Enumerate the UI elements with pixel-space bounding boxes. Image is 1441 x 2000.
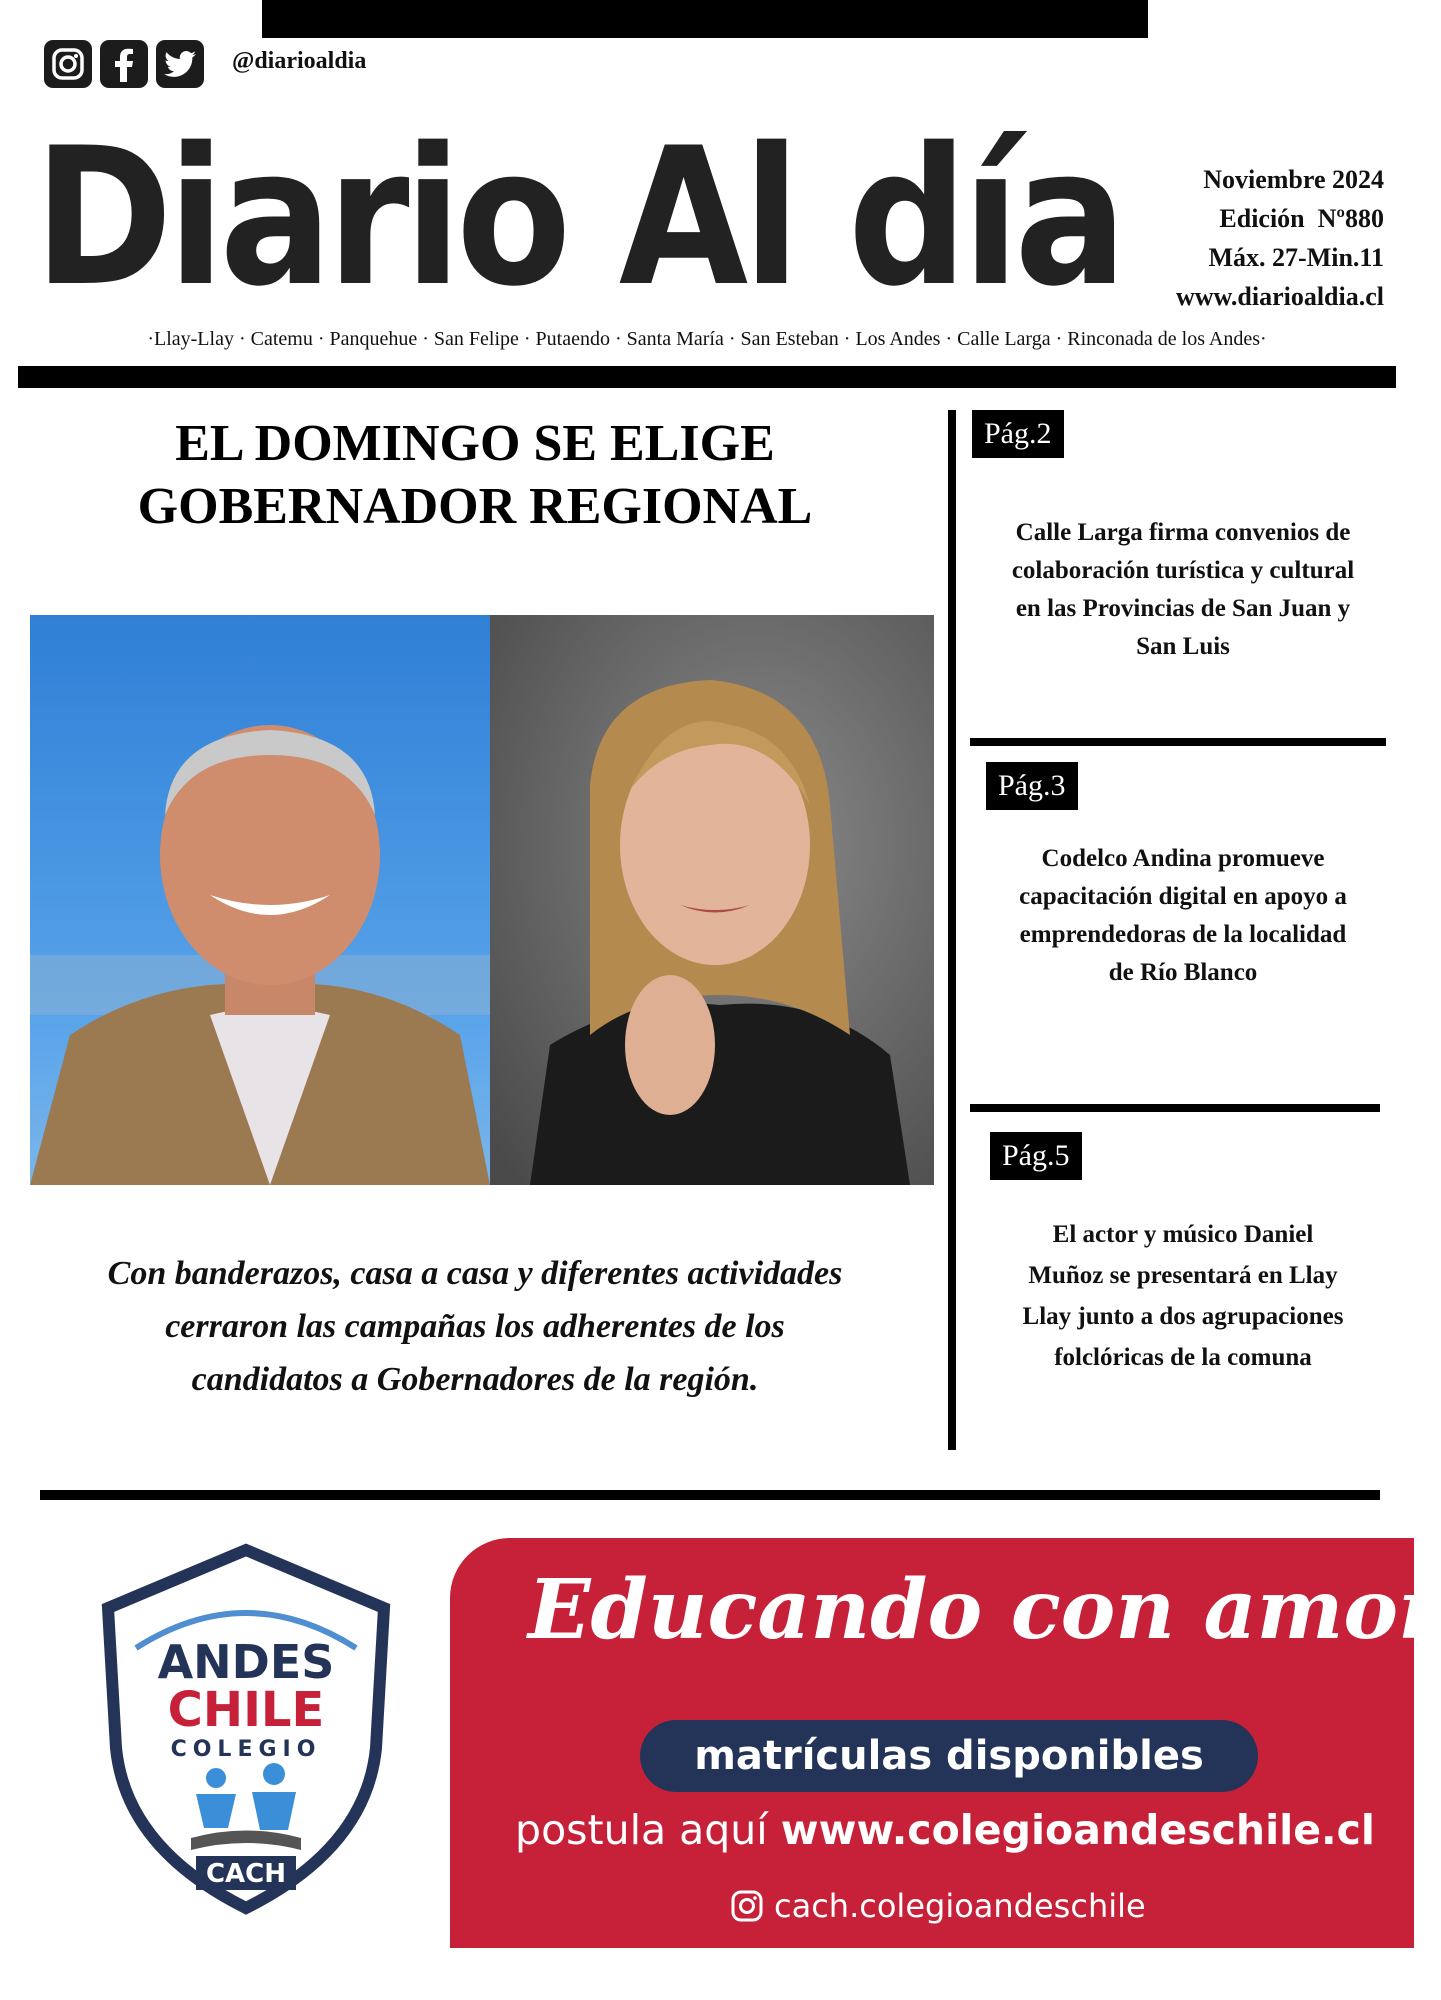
story-line: en las Provincias de San Juan y: [1015, 595, 1351, 622]
twitter-icon[interactable]: [156, 40, 204, 88]
edition-info: [1176, 160, 1384, 316]
story-line: San Luis: [1136, 633, 1230, 660]
masthead-rule: [18, 366, 1396, 388]
story-line: emprendedoras de la localidad: [1019, 921, 1347, 948]
school-website-link[interactable]: www.colegioandeschile.cl: [780, 1806, 1375, 1854]
lede-line: cerraron las campañas los adherentes de los: [165, 1308, 785, 1345]
social-handle[interactable]: @diarioaldia: [232, 48, 367, 74]
lede-line: candidatos a Gobernadores de la región.: [191, 1361, 759, 1398]
enrollment-badge[interactable]: matrículas disponibles: [640, 1720, 1258, 1792]
ad-slogan: Educando con amor: [528, 1562, 1441, 1658]
story-line: capacitación digital en apoyo a: [1019, 883, 1347, 910]
bottom-rule: [40, 1490, 1380, 1500]
apply-prefix: postula aquí: [515, 1806, 768, 1854]
sidebar-story-2[interactable]: [968, 840, 1398, 992]
headline-line: GOBERNADOR REGIONAL: [137, 478, 813, 535]
logo-text-cach: CACH: [205, 1859, 287, 1889]
edition-number: Edición Nº880: [1219, 204, 1384, 233]
story-line: Calle Larga firma convenios de: [1015, 519, 1351, 546]
story-line: El actor y músico Daniel: [1052, 1221, 1314, 1248]
page-badge[interactable]: Pág.5: [990, 1132, 1082, 1180]
issue-date: Noviembre 2024: [1203, 165, 1384, 194]
candidates-photo: [30, 615, 934, 1185]
logo-text-andes: ANDES: [157, 1635, 335, 1689]
page-badge[interactable]: Pág.2: [972, 410, 1064, 458]
story-line: folclóricas de la comuna: [1054, 1344, 1312, 1371]
towns-strip: ·Llay-Llay · Catemu · Panquehue · San Felipe · Putaendo · Santa María · San Esteban · Los Andes · Calle Larga · Rinconada de los Andes·: [147, 328, 1267, 350]
sidebar-story-3[interactable]: [968, 1214, 1398, 1378]
top-black-bar: [262, 0, 1148, 38]
logo-text-colegio: COLEGIO: [170, 1737, 322, 1762]
sidebar-story-1[interactable]: [968, 514, 1398, 666]
page-badge[interactable]: Pág.3: [986, 762, 1078, 810]
sidebar-rule: [970, 1104, 1380, 1112]
instagram-icon: [730, 1888, 764, 1922]
website-link[interactable]: www.diarioaldia.cl: [1175, 282, 1384, 311]
apply-line[interactable]: [500, 1800, 1390, 1860]
main-lede: [30, 1247, 920, 1406]
masthead-title: Diario Al día: [34, 107, 1122, 328]
column-divider: [948, 410, 956, 1450]
instagram-handle[interactable]: cach.colegioandeschile: [774, 1887, 1146, 1925]
sidebar-rule: [970, 738, 1386, 746]
story-line: de Río Blanco: [1108, 959, 1258, 986]
lede-line: Con banderazos, casa a casa y diferentes actividades: [107, 1255, 843, 1292]
story-line: Llay junto a dos agrupaciones: [1022, 1303, 1344, 1330]
school-logo: [96, 1538, 396, 1918]
story-line: Muñoz se presentará en Llay: [1028, 1262, 1338, 1289]
main-headline[interactable]: [30, 412, 920, 538]
instagram-icon[interactable]: [44, 40, 92, 88]
facebook-icon[interactable]: [100, 40, 148, 88]
instagram-line[interactable]: [730, 1882, 1146, 1930]
logo-text-chile: CHILE: [167, 1682, 325, 1738]
story-line: Codelco Andina promueve: [1041, 845, 1325, 872]
story-line: colaboración turística y cultural: [1011, 557, 1355, 584]
headline-line: EL DOMINGO SE ELIGE: [175, 415, 775, 472]
weather: Máx. 27-Min.11: [1208, 243, 1384, 272]
